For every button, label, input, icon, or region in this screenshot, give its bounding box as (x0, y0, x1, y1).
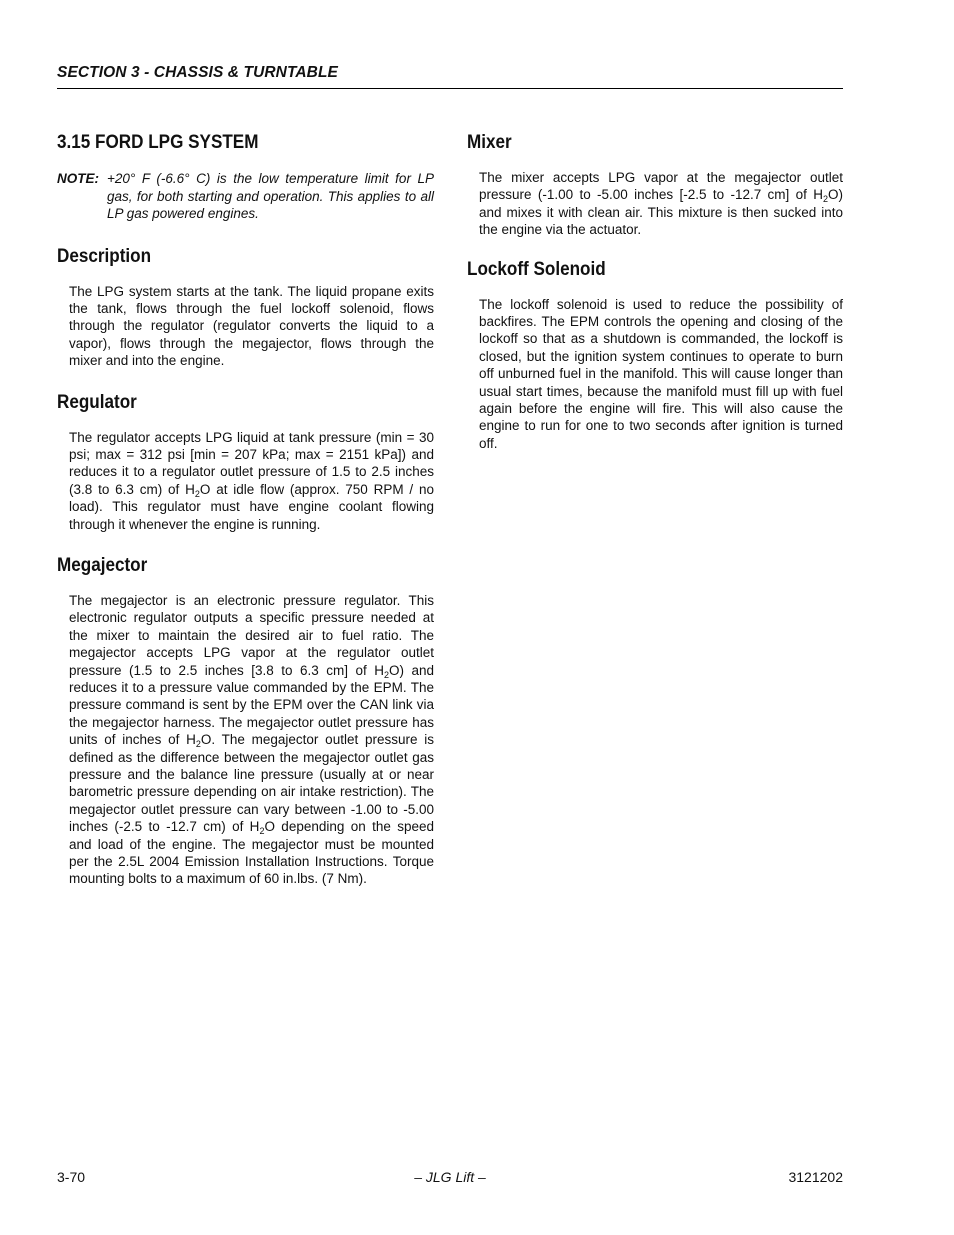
mixer-paragraph: The mixer accepts LPG vapor at the megajector outlet pressure (-1.00 to -5.00 inches [-2.5 to -12.7 cm] of $H_2O$) and mixes it with clean air. This mixture is then sucked into the engine via the actuator. (479, 170, 843, 238)
megajector-paragraph: The megajector is an electronic pressure regulator. This electronic regulator outputs a specific pressure needed at the mixer to maintain the desired air to fuel ratio. The megajector accepts LPG vapor at the regulator outlet pressure (1.5 to 2.5 inches [3.8 to 6.3 cm] of $H_2O$) and reduces it to a pressure value commanded by the EPM. The pressure command is sent by the EPM over the CAN link via the megajector harness. The megajector outlet pressure has units of inches of $H_2O$. The megajector outlet pressure is defined as the difference between the megajector outlet gas pressure and the balance line pressure (usually at or near barometric pressure depending on air intake restriction). The megajector outlet pressure can vary between -1.00 to -5.00 inches (-2.5 to -12.7 cm) of $H_2O$ depending on the speed and load of the engine. The megajector must be mounted per the 2.5L 2004 Emission Installation Instructions. Torque mounting bolts to a maximum of 60 in.lbs. (7 Nm). (69, 592, 435, 887)
note-block (57, 170, 434, 223)
note-text: +20° F (-6.6° C) is the low temperature limit for LP gas, for both starting and operation. This applies to all LP gas powered engines. (107, 171, 434, 221)
regulator-paragraph: The regulator accepts LPG liquid at tank pressure (min = 30 psi; max = 312 psi [min = 207 kPa; max = 2151 kPa]) and reduces it to a regulator outlet pressure of 1.5 to 2.5 inches (3.8 to 6.3 cm) of $H_2O$ at idle flow (approx. 750 RPM / no load). This regulator must have engine coolant flowing through it whenever the engine is running. (69, 429, 435, 532)
note-label: NOTE: (57, 171, 99, 186)
megajector-heading: Megajector (57, 554, 148, 576)
regulator-heading: Regulator (57, 391, 137, 413)
left-column (57, 132, 434, 910)
section-title: SECTION 3 - CHASSIS & TURNTABLE (57, 64, 338, 81)
description-heading: Description (57, 245, 152, 267)
lockoff-solenoid-paragraph: The lockoff solenoid is used to reduce the possibility of backfires. The EPM controls the opening and closing of the lockoff so that as a shutdown is commanded, the lockoff is closed, but the ignition system continues to operate to burn off unburned fuel in the manifold. This will cause longer than usual start times, because the manifold must fill up with fuel again before the engine will fire. This will also cause the engine to run for one to two seconds after ignition is turned off. (479, 296, 843, 451)
page-header (57, 64, 843, 89)
footer-brand: – JLG Lift – (414, 1169, 486, 1185)
description-paragraph: The LPG system starts at the tank. The liquid propane exits the tank, flows through the fuel lockoff solenoid, flows through the regulator (regulator converts the liquid to a vapor), flows through the megajector, flows through the mixer and into the engine. (69, 283, 434, 369)
document-number: 3121202 (788, 1169, 843, 1185)
page-title: 3.15 FORD LPG SYSTEM (57, 132, 259, 153)
right-column (467, 132, 843, 472)
page-number: 3-70 (57, 1169, 86, 1185)
lockoff-solenoid-heading: Lockoff Solenoid (467, 258, 606, 280)
mixer-heading: Mixer (467, 132, 512, 153)
